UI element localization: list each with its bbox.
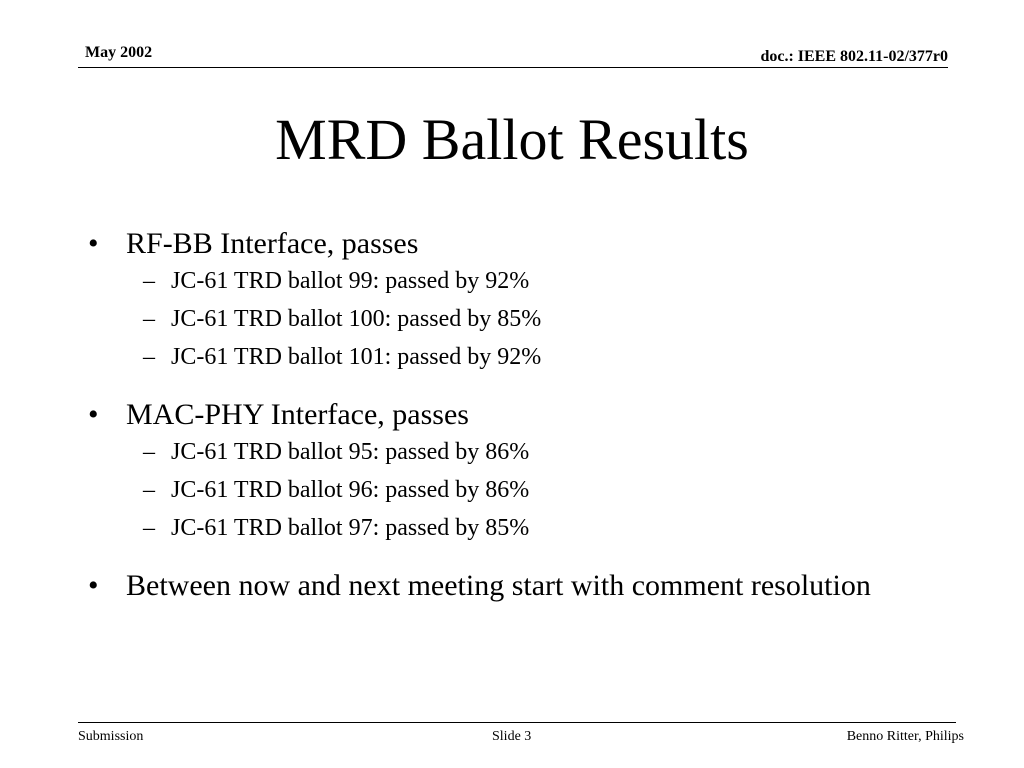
footer-divider xyxy=(78,722,956,723)
bullet-marker: • xyxy=(88,227,99,260)
sub-bullet-item xyxy=(88,509,948,547)
bullet-item xyxy=(88,567,948,604)
sub-bullet-item xyxy=(88,300,948,338)
footer-submission: Submission xyxy=(78,729,144,744)
slide-title: MRD Ballot Results xyxy=(275,107,749,172)
footer-author: Benno Ritter, Philips xyxy=(846,729,964,744)
sub-bullet-item xyxy=(88,433,948,471)
dash-marker: – xyxy=(143,268,155,294)
bullet-text: RF-BB Interface, passes xyxy=(126,227,419,260)
header-divider xyxy=(78,67,948,68)
sub-bullet-item xyxy=(88,338,948,376)
dash-marker: – xyxy=(143,477,155,503)
sub-bullet-text: JC-61 TRD ballot 96: passed by 86% xyxy=(171,477,530,503)
sub-bullet-text: JC-61 TRD ballot 100: passed by 85% xyxy=(171,306,542,332)
bullet-item xyxy=(88,396,948,433)
sub-bullet-text: JC-61 TRD ballot 97: passed by 85% xyxy=(171,515,530,541)
spacer xyxy=(88,376,948,396)
dash-marker: – xyxy=(143,306,155,332)
bullet-text: MAC-PHY Interface, passes xyxy=(126,398,469,431)
dash-marker: – xyxy=(143,344,155,370)
sub-bullet-item xyxy=(88,262,948,300)
dash-marker: – xyxy=(143,515,155,541)
sub-bullet-text: JC-61 TRD ballot 95: passed by 86% xyxy=(171,439,530,465)
dash-marker: – xyxy=(143,439,155,465)
sub-bullet-text: JC-61 TRD ballot 99: passed by 92% xyxy=(171,268,530,294)
header-date: May 2002 xyxy=(85,44,153,61)
bullet-marker: • xyxy=(88,569,99,602)
bullet-item xyxy=(88,225,948,262)
footer-slide-number: Slide 3 xyxy=(492,729,532,744)
header-doc-id: doc.: IEEE 802.11-02/377r0 xyxy=(760,48,948,65)
spacer xyxy=(88,547,948,567)
sub-bullet-item xyxy=(88,471,948,509)
sub-bullet-text: JC-61 TRD ballot 101: passed by 92% xyxy=(171,344,542,370)
bullet-marker: • xyxy=(88,398,99,431)
bullet-text: Between now and next meeting start with comment resolution xyxy=(126,569,871,602)
bullet-list xyxy=(88,225,948,604)
